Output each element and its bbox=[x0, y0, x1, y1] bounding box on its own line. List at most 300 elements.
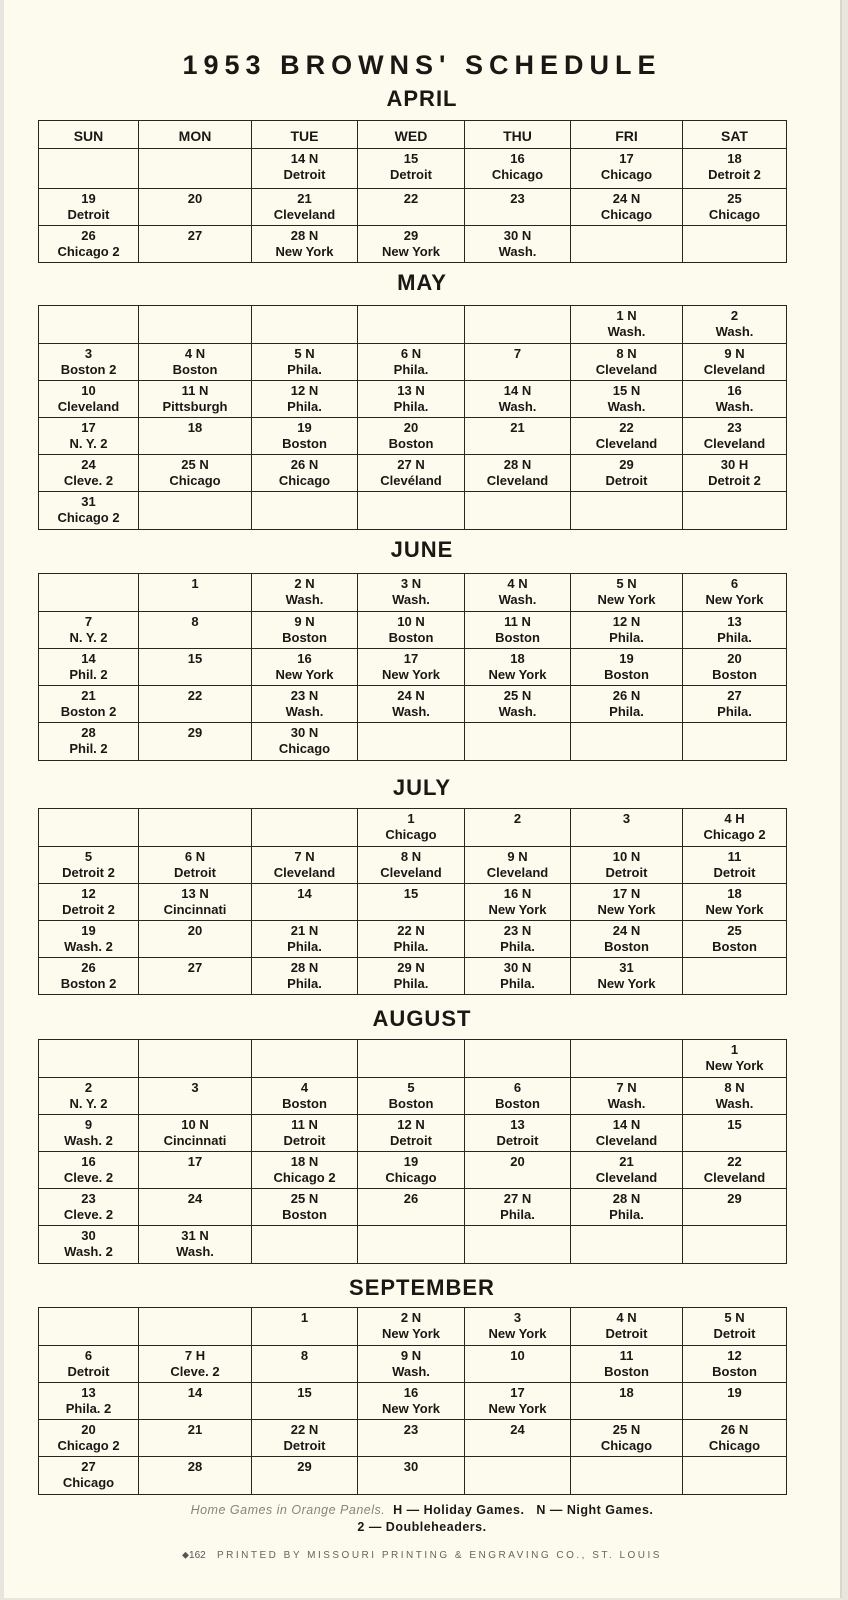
opponent: Boston bbox=[604, 1364, 649, 1379]
week-row bbox=[39, 1308, 787, 1346]
day-cell bbox=[571, 418, 683, 455]
day-cell bbox=[252, 574, 358, 612]
day-cell bbox=[39, 1078, 139, 1115]
day-cell bbox=[358, 1346, 465, 1383]
empty-cell bbox=[571, 226, 683, 263]
opponent: New York bbox=[597, 902, 656, 917]
day-cell bbox=[683, 381, 787, 418]
empty-cell bbox=[139, 1308, 252, 1346]
day-number: 3 bbox=[622, 811, 631, 826]
day-cell bbox=[358, 381, 465, 418]
opponent: Wash. bbox=[715, 324, 754, 339]
month-title-may: MAY bbox=[397, 270, 447, 295]
day-cell bbox=[465, 958, 571, 995]
day-number: 14 N bbox=[503, 383, 532, 398]
day-cell bbox=[139, 1383, 252, 1420]
day-number: 19 bbox=[297, 420, 312, 435]
day-number: 22 bbox=[187, 688, 203, 703]
day-cell bbox=[465, 381, 571, 418]
day-cell bbox=[465, 612, 571, 649]
day-cell bbox=[465, 1383, 571, 1420]
day-number: 13 N bbox=[181, 886, 209, 901]
day-cell bbox=[252, 1152, 358, 1189]
day-number: 11 bbox=[619, 1348, 634, 1363]
day-number: 26 bbox=[403, 1191, 419, 1206]
opponent: Wash. 2 bbox=[64, 1244, 113, 1259]
day-number: 16 N bbox=[503, 886, 532, 901]
opponent: Wash. bbox=[498, 704, 537, 719]
day-number: 3 bbox=[513, 1310, 522, 1325]
day-number: 6 bbox=[513, 1080, 522, 1095]
day-cell bbox=[358, 686, 465, 723]
day-number: 20 bbox=[403, 420, 419, 435]
day-number: 13 N bbox=[397, 383, 425, 398]
day-cell bbox=[39, 1226, 139, 1264]
day-cell bbox=[571, 1308, 683, 1346]
opponent: Boston 2 bbox=[60, 704, 117, 719]
day-cell bbox=[571, 649, 683, 686]
month-title-september: SEPTEMBER bbox=[349, 1275, 495, 1300]
day-number: 23 N bbox=[503, 923, 532, 938]
opponent: New York bbox=[488, 667, 547, 682]
month-title-april: APRIL bbox=[386, 86, 458, 111]
day-number: 5 N bbox=[724, 1310, 745, 1325]
opponent: Cleveland bbox=[57, 399, 120, 414]
week-row bbox=[39, 847, 787, 884]
opponent: Chicago bbox=[169, 473, 221, 488]
day-number: 12 N bbox=[612, 614, 641, 629]
day-cell bbox=[139, 381, 252, 418]
day-cell bbox=[683, 1115, 787, 1152]
calendar-april bbox=[38, 120, 787, 263]
day-cell bbox=[252, 847, 358, 884]
day-header-sat: SAT bbox=[683, 121, 787, 149]
legend bbox=[4, 1502, 840, 1536]
opponent: Detroit bbox=[390, 1133, 432, 1148]
day-number: 28 N bbox=[612, 1191, 641, 1206]
day-number: 10 N bbox=[181, 1117, 209, 1132]
opponent: Wash. bbox=[607, 324, 646, 339]
empty-cell bbox=[683, 492, 787, 530]
day-number: 21 bbox=[297, 191, 312, 206]
day-number: 19 bbox=[727, 1385, 742, 1400]
week-row bbox=[39, 686, 787, 723]
empty-cell bbox=[358, 1040, 465, 1078]
empty-cell bbox=[683, 723, 787, 761]
opponent: Cincinnati bbox=[163, 902, 227, 917]
day-cell bbox=[683, 1420, 787, 1457]
day-cell bbox=[39, 649, 139, 686]
empty-cell bbox=[465, 723, 571, 761]
day-cell bbox=[139, 189, 252, 226]
day-number: 9 N bbox=[400, 1348, 422, 1363]
day-number: 8 bbox=[191, 614, 199, 629]
day-number: 30 N bbox=[503, 960, 532, 975]
opponent: Detroit bbox=[605, 473, 648, 488]
day-cell bbox=[465, 1078, 571, 1115]
day-cell bbox=[571, 1383, 683, 1420]
day-cell bbox=[252, 1115, 358, 1152]
day-number: 17 bbox=[619, 151, 634, 166]
calendar-july bbox=[38, 808, 787, 995]
day-cell bbox=[358, 1115, 465, 1152]
day-cell bbox=[252, 1189, 358, 1226]
day-cell bbox=[571, 809, 683, 847]
opponent: New York bbox=[705, 1058, 764, 1073]
day-number: 13 bbox=[727, 614, 742, 629]
day-cell bbox=[683, 884, 787, 921]
day-number: 13 bbox=[510, 1117, 525, 1132]
opponent: Cleveland bbox=[703, 436, 766, 451]
opponent: Chicago bbox=[491, 167, 544, 182]
day-cell bbox=[139, 723, 252, 761]
opponent: Boston bbox=[282, 630, 327, 645]
day-number: 22 bbox=[403, 191, 419, 206]
day-number: 10 bbox=[510, 1348, 525, 1363]
day-number: 28 N bbox=[290, 960, 319, 975]
empty-cell bbox=[252, 306, 358, 344]
day-cell bbox=[39, 344, 139, 381]
day-header-tue: TUE bbox=[252, 121, 358, 149]
day-number: 26 bbox=[81, 228, 96, 243]
opponent: Wash. bbox=[176, 1244, 214, 1259]
day-cell bbox=[252, 1308, 358, 1346]
day-number: 6 N bbox=[400, 346, 422, 361]
day-header-wed: WED bbox=[358, 121, 465, 149]
day-cell bbox=[39, 1457, 139, 1495]
day-number: 23 bbox=[403, 1422, 419, 1437]
empty-cell bbox=[358, 723, 465, 761]
day-number: 16 bbox=[510, 151, 525, 166]
day-number: 20 bbox=[187, 923, 203, 938]
week-row bbox=[39, 1226, 787, 1264]
day-number: 15 bbox=[727, 1117, 742, 1132]
opponent: Cleveland bbox=[595, 436, 658, 451]
empty-cell bbox=[39, 574, 139, 612]
day-cell bbox=[571, 847, 683, 884]
day-cell bbox=[139, 1346, 252, 1383]
month-title-august: AUGUST bbox=[372, 1006, 472, 1031]
opponent: Boston bbox=[604, 667, 649, 682]
day-cell bbox=[571, 574, 683, 612]
day-number: 24 bbox=[510, 1422, 525, 1437]
day-number: 8 N bbox=[616, 346, 637, 361]
day-cell bbox=[39, 455, 139, 492]
opponent: New York bbox=[381, 1326, 441, 1341]
opponent: Detroit bbox=[283, 1438, 326, 1453]
day-cell bbox=[571, 149, 683, 189]
week-row bbox=[39, 723, 787, 761]
opponent: Detroit bbox=[713, 1326, 756, 1341]
day-cell bbox=[139, 1152, 252, 1189]
day-number: 1 bbox=[407, 811, 415, 826]
day-number: 6 bbox=[84, 1348, 93, 1363]
opponent: Phila. bbox=[287, 399, 322, 414]
day-cell bbox=[139, 455, 252, 492]
day-header-thu: THU bbox=[465, 121, 571, 149]
day-number: 28 bbox=[187, 1459, 203, 1474]
empty-cell bbox=[571, 1040, 683, 1078]
week-row bbox=[39, 1152, 787, 1189]
day-cell bbox=[39, 189, 139, 226]
opponent: Boston bbox=[388, 630, 434, 645]
day-cell bbox=[465, 1152, 571, 1189]
day-header-mon: MON bbox=[139, 121, 252, 149]
week-row bbox=[39, 1457, 787, 1495]
day-cell bbox=[39, 381, 139, 418]
day-cell bbox=[252, 723, 358, 761]
day-number: 19 bbox=[81, 923, 96, 938]
opponent: Boston bbox=[495, 1096, 540, 1111]
day-number: 12 N bbox=[290, 383, 319, 398]
opponent: Phila. bbox=[287, 976, 322, 991]
day-number: 8 bbox=[300, 1348, 309, 1363]
week-row bbox=[39, 492, 787, 530]
day-number: 24 N bbox=[612, 923, 641, 938]
day-number: 9 bbox=[84, 1117, 93, 1132]
day-cell bbox=[358, 649, 465, 686]
day-cell bbox=[465, 1346, 571, 1383]
opponent: Phila. bbox=[500, 939, 535, 954]
day-cell bbox=[139, 958, 252, 995]
day-cell bbox=[571, 1152, 683, 1189]
empty-cell bbox=[683, 226, 787, 263]
day-cell bbox=[358, 809, 465, 847]
opponent: Chicago bbox=[708, 207, 761, 222]
day-number: 2 bbox=[513, 811, 522, 826]
opponent: Wash. bbox=[715, 1096, 754, 1111]
opponent: New York bbox=[381, 244, 441, 259]
empty-cell bbox=[571, 723, 683, 761]
empty-cell bbox=[139, 1040, 252, 1078]
day-number: 17 bbox=[81, 420, 96, 435]
opponent: Cleveland bbox=[273, 865, 336, 880]
day-number: 12 bbox=[727, 1348, 742, 1363]
opponent: Boston bbox=[604, 939, 649, 954]
day-cell bbox=[139, 418, 252, 455]
day-cell bbox=[683, 1189, 787, 1226]
day-number: 15 bbox=[187, 651, 203, 666]
week-row bbox=[39, 149, 787, 189]
opponent: Chicago bbox=[600, 1438, 653, 1453]
day-cell bbox=[358, 921, 465, 958]
day-number: 15 bbox=[403, 886, 419, 901]
opponent: Detroit bbox=[713, 865, 756, 880]
day-number: 20 bbox=[510, 1154, 525, 1169]
day-cell bbox=[358, 1420, 465, 1457]
day-number: 1 bbox=[191, 576, 199, 591]
day-number: 23 bbox=[81, 1191, 96, 1206]
empty-cell bbox=[139, 306, 252, 344]
day-cell bbox=[571, 1420, 683, 1457]
day-number: 20 bbox=[187, 191, 203, 206]
calendar-june bbox=[38, 573, 787, 761]
empty-cell bbox=[252, 492, 358, 530]
day-cell bbox=[465, 921, 571, 958]
day-cell bbox=[139, 1226, 252, 1264]
day-cell bbox=[465, 149, 571, 189]
opponent: Phila. bbox=[609, 630, 644, 645]
day-number: 1 bbox=[730, 1042, 739, 1057]
day-cell bbox=[683, 344, 787, 381]
day-number: 4 N bbox=[507, 576, 528, 591]
day-number: 18 bbox=[510, 651, 525, 666]
day-cell bbox=[358, 1152, 465, 1189]
day-number: 25 N bbox=[290, 1191, 319, 1206]
day-number: 27 N bbox=[503, 1191, 532, 1206]
day-number: 27 N bbox=[397, 457, 425, 472]
empty-cell bbox=[571, 1457, 683, 1495]
day-cell bbox=[139, 921, 252, 958]
week-row bbox=[39, 306, 787, 344]
day-number: 11 N bbox=[504, 614, 531, 629]
day-cell bbox=[252, 381, 358, 418]
empty-cell bbox=[571, 1226, 683, 1264]
opponent: New York bbox=[705, 902, 764, 917]
opponent: Boston bbox=[712, 667, 757, 682]
day-number: 11 bbox=[727, 849, 742, 864]
day-cell bbox=[571, 884, 683, 921]
week-row bbox=[39, 1383, 787, 1420]
opponent: Boston 2 bbox=[60, 362, 117, 377]
day-cell bbox=[139, 612, 252, 649]
day-number: 27 bbox=[727, 688, 742, 703]
day-number: 2 N bbox=[400, 1310, 422, 1325]
day-number: 5 bbox=[407, 1080, 415, 1095]
empty-cell bbox=[358, 306, 465, 344]
day-number: 7 N bbox=[294, 849, 315, 864]
day-number: 25 bbox=[727, 191, 742, 206]
opponent: Boston bbox=[172, 362, 218, 377]
day-number: 3 bbox=[84, 346, 93, 361]
day-cell bbox=[358, 958, 465, 995]
opponent: Cleve. 2 bbox=[63, 1170, 114, 1185]
opponent: Chicago bbox=[62, 1475, 115, 1490]
day-cell bbox=[358, 1457, 465, 1495]
printer-credit-text: PRINTED BY MISSOURI PRINTING & ENGRAVING CO., ST. LOUIS bbox=[217, 1550, 662, 1561]
opponent: Phila. bbox=[287, 362, 322, 377]
day-number: 21 N bbox=[290, 923, 319, 938]
opponent: Cleveland bbox=[595, 362, 658, 377]
opponent: Detroit bbox=[283, 1133, 326, 1148]
legend-home-games: Home Games in Orange Panels. bbox=[190, 1503, 386, 1517]
day-number: 29 bbox=[187, 725, 203, 740]
day-cell bbox=[358, 574, 465, 612]
day-cell bbox=[39, 958, 139, 995]
day-number: 29 bbox=[727, 1191, 742, 1206]
day-cell bbox=[683, 1346, 787, 1383]
day-number: 9 N bbox=[294, 614, 315, 629]
day-cell bbox=[358, 418, 465, 455]
empty-cell bbox=[39, 149, 139, 189]
opponent: Chicago 2 bbox=[57, 1438, 120, 1453]
opponent: Phila. bbox=[717, 704, 752, 719]
day-cell bbox=[252, 884, 358, 921]
opponent: Chicago bbox=[600, 167, 653, 182]
week-row bbox=[39, 1346, 787, 1383]
day-cell bbox=[465, 1308, 571, 1346]
day-number: 31 bbox=[81, 494, 96, 509]
day-cell bbox=[252, 344, 358, 381]
day-cell bbox=[139, 686, 252, 723]
opponent: Wash. bbox=[392, 704, 430, 719]
opponent: Phila. bbox=[393, 399, 429, 414]
empty-cell bbox=[465, 1040, 571, 1078]
day-number: 28 bbox=[81, 725, 96, 740]
opponent: Cincinnati bbox=[163, 1133, 227, 1148]
day-cell bbox=[571, 455, 683, 492]
day-cell bbox=[683, 921, 787, 958]
opponent: Cleveland bbox=[273, 207, 336, 222]
union-label-icon: ⬥162 bbox=[182, 1550, 206, 1561]
day-number: 20 bbox=[81, 1422, 96, 1437]
week-row bbox=[39, 1420, 787, 1457]
day-number: 24 N bbox=[397, 688, 425, 703]
day-cell bbox=[571, 1346, 683, 1383]
opponent: N. Y. 2 bbox=[69, 436, 108, 451]
opponent: Boston bbox=[712, 1364, 757, 1379]
day-cell bbox=[39, 1115, 139, 1152]
day-cell bbox=[39, 686, 139, 723]
week-row bbox=[39, 1115, 787, 1152]
day-number: 17 bbox=[403, 651, 419, 666]
day-cell bbox=[683, 612, 787, 649]
day-cell bbox=[139, 847, 252, 884]
opponent: Boston 2 bbox=[60, 976, 117, 991]
week-row bbox=[39, 612, 787, 649]
day-number: 29 bbox=[619, 457, 634, 472]
opponent: Wash. bbox=[392, 1364, 430, 1379]
day-number: 7 bbox=[84, 614, 93, 629]
opponent: Phila. bbox=[287, 939, 322, 954]
empty-cell bbox=[252, 809, 358, 847]
day-number: 3 N bbox=[400, 576, 422, 591]
day-number: 30 N bbox=[503, 228, 532, 243]
day-cell bbox=[252, 958, 358, 995]
opponent: Detroit 2 bbox=[708, 473, 761, 488]
opponent: Detroit bbox=[67, 207, 110, 222]
opponent: Detroit bbox=[174, 865, 216, 880]
day-number: 9 N bbox=[507, 849, 528, 864]
day-number: 25 N bbox=[181, 457, 209, 472]
day-number: 27 bbox=[187, 228, 203, 243]
day-number: 16 bbox=[81, 1154, 96, 1169]
opponent: Cleveland bbox=[595, 1133, 658, 1148]
day-number: 9 N bbox=[724, 346, 745, 361]
day-cell bbox=[252, 921, 358, 958]
day-number: 8 N bbox=[400, 849, 422, 864]
empty-cell bbox=[39, 1040, 139, 1078]
day-number: 24 N bbox=[612, 191, 641, 206]
opponent: Cleveland bbox=[703, 362, 766, 377]
day-cell bbox=[465, 649, 571, 686]
day-number: 11 N bbox=[291, 1117, 318, 1132]
opponent: Chicago 2 bbox=[57, 510, 120, 525]
day-number: 26 bbox=[81, 960, 96, 975]
day-cell bbox=[39, 1346, 139, 1383]
opponent: Chicago bbox=[385, 827, 437, 842]
empty-cell bbox=[252, 1040, 358, 1078]
legend-holiday: H — Holiday Games. bbox=[393, 1503, 525, 1517]
day-cell bbox=[571, 612, 683, 649]
day-cell bbox=[683, 418, 787, 455]
opponent: Cleve. 2 bbox=[63, 473, 114, 488]
day-cell bbox=[683, 1383, 787, 1420]
day-number: 1 N bbox=[616, 308, 637, 323]
day-number: 18 bbox=[727, 886, 742, 901]
empty-cell bbox=[39, 306, 139, 344]
day-number: 21 bbox=[81, 688, 96, 703]
